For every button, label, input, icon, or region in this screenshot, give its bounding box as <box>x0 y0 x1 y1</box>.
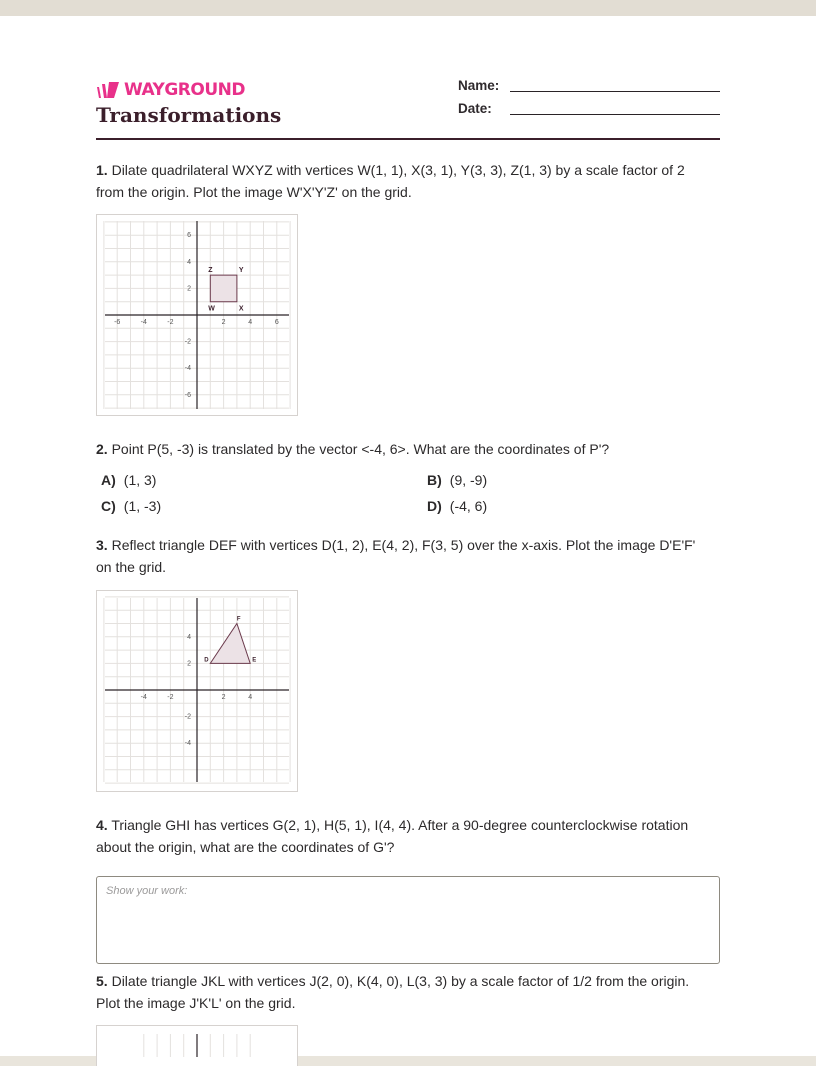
vertex-label: Y <box>238 267 244 275</box>
option-letter: B) <box>427 472 442 488</box>
y-tick-label: 2 <box>187 660 191 668</box>
question-text: Point P(5, -3) is translated by the vector <-4, 6>. What are the coordinates of P'? <box>111 441 610 457</box>
date-field[interactable] <box>510 114 720 115</box>
question-text: Dilate quadrilateral WXYZ with vertices W(1, 1), X(3, 1), Y(3, 3), Z(1, 3) by a scale factor of 2 <box>111 162 685 178</box>
y-tick-label: 4 <box>187 258 191 266</box>
option-letter: C) <box>101 498 116 514</box>
vertex-label: F <box>236 616 241 623</box>
top-bar <box>0 0 816 16</box>
option-c[interactable] <box>101 498 161 514</box>
option-b[interactable] <box>427 472 487 488</box>
grid-svg[interactable] <box>97 591 297 791</box>
option-value: (-4, 6) <box>449 498 488 514</box>
vertex-label: D <box>204 657 209 664</box>
y-tick-label: 6 <box>187 232 191 240</box>
triangle-def <box>210 624 250 664</box>
brand-name: WAYGROUND <box>124 80 245 100</box>
option-letter: A) <box>101 472 116 488</box>
option-value: (9, -9) <box>449 472 488 488</box>
grid-svg[interactable] <box>97 215 297 415</box>
name-label: Name: <box>458 78 500 93</box>
y-tick-label: -2 <box>184 338 191 346</box>
vertex-label: Z <box>208 267 213 275</box>
question-3 <box>96 534 720 578</box>
y-tick-label: -4 <box>184 365 191 373</box>
question-text-cont: Plot the image J'K'L' on the grid. <box>96 995 296 1011</box>
question-5 <box>96 970 720 1014</box>
question-number: 2. <box>96 441 108 457</box>
name-field[interactable] <box>510 91 720 92</box>
option-d[interactable] <box>427 498 487 514</box>
y-tick-label: -2 <box>184 713 191 721</box>
question-number: 5. <box>96 973 108 989</box>
question-text: Reflect triangle DEF with vertices D(1, 2), E(4, 2), F(3, 5) over the x-axis. Plot the image D'E'F' <box>111 537 696 553</box>
option-value: (1, 3) <box>123 472 157 488</box>
question-text: Triangle GHI has vertices G(2, 1), H(5, 1), I(4, 4). After a 90-degree counterclockwise rotation <box>111 817 689 833</box>
question-1 <box>96 159 720 203</box>
x-tick-label: 4 <box>248 319 253 326</box>
vertex-label: E <box>252 657 257 664</box>
question-text-cont: about the origin, what are the coordinates of G'? <box>96 839 395 855</box>
question-text-cont: on the grid. <box>96 559 167 575</box>
quadrilateral-wxyz <box>210 275 237 302</box>
work-answer-box[interactable] <box>96 876 720 964</box>
x-tick-label: 4 <box>248 694 253 701</box>
vertex-label: W <box>208 305 215 313</box>
coordinate-grid-3[interactable] <box>96 1025 298 1066</box>
x-tick-label: -2 <box>167 694 174 701</box>
page-title: Transformations <box>96 103 282 127</box>
x-tick-label: 2 <box>221 694 226 701</box>
question-number: 1. <box>96 162 108 178</box>
x-tick-label: -4 <box>140 694 147 701</box>
x-tick-label: -2 <box>167 319 174 326</box>
question-number: 3. <box>96 537 108 553</box>
date-label: Date: <box>458 101 492 116</box>
question-number: 4. <box>96 817 108 833</box>
coordinate-grid-1[interactable] <box>96 214 298 416</box>
question-text: Dilate triangle JKL with vertices J(2, 0), K(4, 0), L(3, 3) by a scale factor of 1/2 from the origin. <box>111 973 690 989</box>
grid-svg[interactable] <box>97 1026 297 1057</box>
work-placeholder: Show your work: <box>106 885 188 897</box>
option-letter: D) <box>427 498 442 514</box>
question-text-cont: from the origin. Plot the image W'X'Y'Z' on the grid. <box>96 184 412 200</box>
y-tick-label: 2 <box>187 285 191 293</box>
logo-icon <box>96 81 120 99</box>
y-tick-label: -4 <box>184 740 191 748</box>
question-4 <box>96 814 720 858</box>
y-tick-label: -6 <box>184 391 191 399</box>
x-tick-label: -4 <box>140 319 147 326</box>
option-a[interactable] <box>101 472 156 488</box>
coordinate-grid-2[interactable] <box>96 590 298 792</box>
y-tick-label: 4 <box>187 633 191 641</box>
option-value: (1, -3) <box>123 498 162 514</box>
question-2 <box>96 438 720 460</box>
header-divider <box>96 138 720 140</box>
brand-logo <box>96 80 245 100</box>
x-tick-label: -6 <box>114 319 121 326</box>
vertex-label: X <box>238 305 244 313</box>
x-tick-label: 6 <box>274 319 279 326</box>
x-tick-label: 2 <box>221 319 226 326</box>
